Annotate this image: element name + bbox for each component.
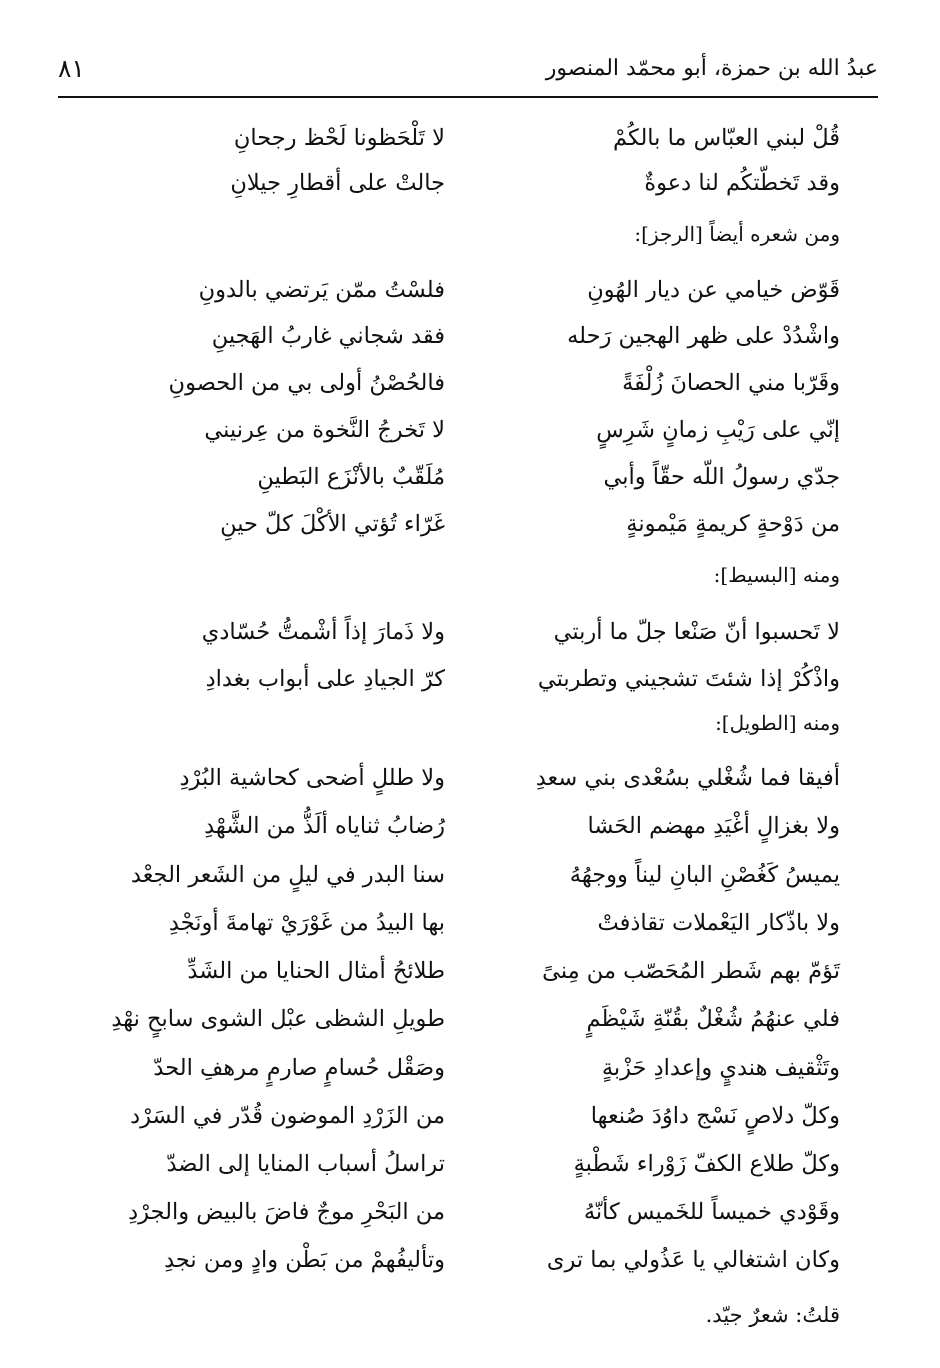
meter-label: ومن شعره أيضاً [الرجز]: (634, 222, 840, 246)
closing-remark: قلتُ: شعرٌ جيّد. (705, 1303, 840, 1327)
verse-row (85, 610, 840, 654)
verse-row (85, 314, 840, 358)
verse-second-hemistich: تراسلُ أسباب المنايا إلى الضدّ (166, 1151, 445, 1177)
verse-second-hemistich: من البَحْرِ موجٌ فاضَ بالبيض والجرْدِ (128, 1199, 445, 1225)
verse-row (85, 1094, 840, 1138)
verse-first-hemistich: قَوّض خيامي عن ديار الهُونِ (587, 277, 840, 303)
verse-second-hemistich: ولا طللٍ أضحى كحاشية البُرْدِ (179, 765, 445, 791)
meter-label: ومنه [البسيط]: (713, 563, 840, 587)
verse-second-hemistich: وتأليفُهمْ من بَطْن وادٍ ومن نجدِ (164, 1247, 445, 1273)
verse-row (85, 161, 840, 205)
verse-row (85, 657, 840, 701)
verse-row (85, 455, 840, 499)
verse-row (85, 408, 840, 452)
verse-first-hemistich: تَؤمّ بهم شَطر المُحَصّب من مِنىً (542, 958, 840, 984)
verse-row (85, 949, 840, 993)
verse-row (85, 756, 840, 800)
verse-row (85, 502, 840, 546)
verse-first-hemistich: يميسُ كَغُصْنِ البانِ ليناً ووجهُهُ (569, 862, 840, 888)
verse-first-hemistich: من دَوْحةٍ كريمةٍ مَيْمونةٍ (626, 511, 840, 537)
verse-second-hemistich: لا تَخرجُ النَّخوة من عِرنيني (204, 417, 445, 443)
verse-row (85, 997, 840, 1041)
verse-second-hemistich: ولا ذَمارَ إذاً أشْمتُّ حُسّادي (201, 619, 445, 645)
verse-first-hemistich: فلي عنهُمُ شُغْلٌ بقُنّةِ شَيْظَمٍ (586, 1006, 840, 1032)
verse-first-hemistich: أفيقا فما شُغْلي بسُعْدى بني سعدِ (535, 765, 840, 791)
verse-row (85, 1142, 840, 1186)
verse-row (85, 268, 840, 312)
verse-second-hemistich: فالحُصْنُ أولى بي من الحصونِ (168, 370, 445, 396)
verse-first-hemistich: واذْكُرْ إذا شئتَ تشجيني وتطربتي (537, 666, 840, 692)
verse-row (85, 901, 840, 945)
verse-second-hemistich: بها البيدُ من غَوْرَيْ تهامةَ أونَجْدِ (168, 910, 445, 936)
verse-first-hemistich: وكان اشتغالي يا عَذُولي بما ترى (546, 1247, 840, 1273)
verse-first-hemistich: لا تَحسبوا أنّ صَنْعا جلّ ما أربتي (553, 619, 840, 645)
verse-second-hemistich: جالتْ على أقطارِ جيلانِ (230, 170, 445, 196)
verse-first-hemistich: وكلّ طلاع الكفّ زَوْراء شَطْبةٍ (573, 1151, 840, 1177)
verse-first-hemistich: جدّي رسولُ اللّه حقّاً وأبي (603, 464, 840, 490)
verse-first-hemistich: وتَثْقيف هنديٍ وإعدادِ حَزْبةٍ (601, 1055, 840, 1081)
verse-first-hemistich: ولا بغزالٍ أغْيَدِ مهضم الحَشا (587, 813, 840, 839)
verse-row (85, 853, 840, 897)
verse-row (85, 361, 840, 405)
verse-first-hemistich: وقد تَخطّتكُم لنا دعوةٌ (644, 170, 840, 196)
verse-second-hemistich: مُلَقّبٌ بالأنْزَع البَطينِ (257, 464, 445, 490)
verse-second-hemistich: سنا البدر في ليلٍ من الشَعر الجعْد (130, 862, 445, 888)
meter-label: ومنه [الطويل]: (715, 711, 840, 735)
verse-second-hemistich: كرّ الجيادِ على أبواب بغدادِ (205, 666, 445, 692)
verse-second-hemistich: غَرّاء تُؤتي الأكْلَ كلّ حينِ (220, 511, 445, 537)
verse-second-hemistich: طويلِ الشظى عبْل الشوى سابحٍ نهْدِ (111, 1006, 445, 1032)
verse-second-hemistich: طلائحُ أمثال الحنايا من الشَدِّ (187, 958, 445, 984)
verse-first-hemistich: واشْدُدْ على ظهر الهجين رَحله (567, 323, 840, 349)
page-number: ٨١ (58, 54, 85, 83)
verse-first-hemistich: إنّي على رَيْبِ زمانٍ شَرِسٍ (596, 417, 840, 443)
running-title: عبدُ الله بن حمزة، أبو محمّد المنصور (545, 56, 878, 81)
verse-row (85, 1238, 840, 1282)
verse-second-hemistich: رُضابُ ثناياه ألَذُّ من الشَّهْدِ (204, 813, 445, 839)
verse-second-hemistich: فقد شجاني غاربُ الهَجينِ (211, 323, 445, 349)
verse-row (85, 1190, 840, 1234)
verse-row (85, 116, 840, 160)
verse-second-hemistich: لا تَلْحَظونا لَحْظ رجحانِ (233, 125, 445, 151)
page-header (58, 52, 878, 98)
verse-second-hemistich: من الزَرْدِ الموضون قُدّر في السَرْد (130, 1103, 445, 1129)
verse-first-hemistich: وقَرّبا مني الحصانَ زُلْفَةً (622, 370, 840, 396)
verse-first-hemistich: وقَوْدي خميساً للخَميس كأنّهُ (583, 1199, 840, 1225)
verse-first-hemistich: ولا باذّكار اليَعْملات تقاذفتْ (597, 910, 840, 936)
verse-row (85, 804, 840, 848)
verse-first-hemistich: وكلّ دلاصٍ نَسْج داوُدَ صُنعها (590, 1103, 840, 1129)
verse-first-hemistich: قُلْ لبني العبّاس ما بالكُمْ (613, 125, 840, 151)
verse-row (85, 1046, 840, 1090)
verse-second-hemistich: وصَقْل حُسامٍ صارمٍ مرهفِ الحدّ (153, 1055, 445, 1081)
verse-second-hemistich: فلسْتُ ممّن يَرتضي بالدونِ (198, 277, 445, 303)
